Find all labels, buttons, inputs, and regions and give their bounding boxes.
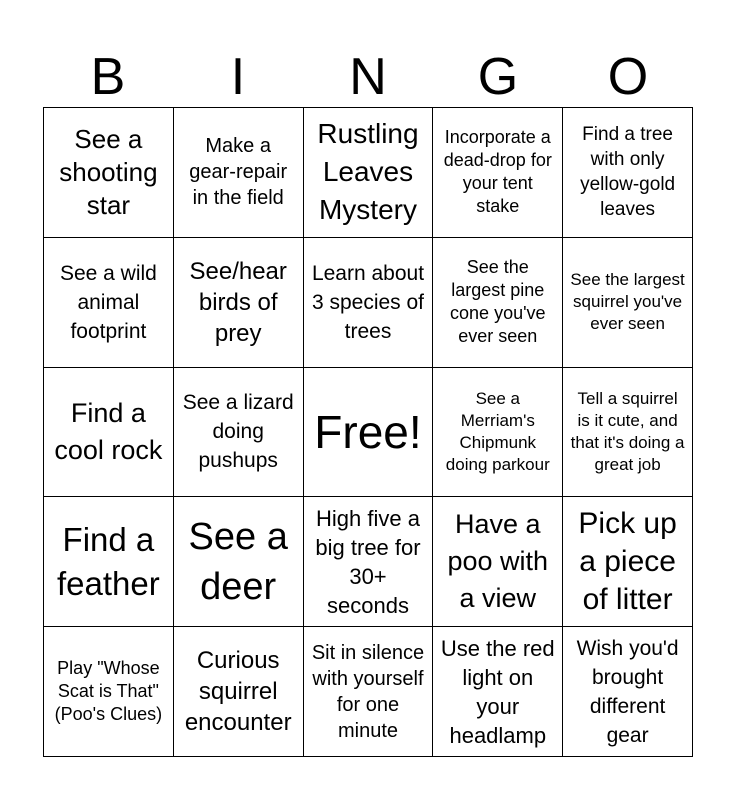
header-letter-b: B: [90, 48, 126, 106]
bingo-cell[interactable]: [563, 238, 693, 368]
bingo-cell[interactable]: [304, 627, 434, 757]
bingo-cell[interactable]: [433, 108, 563, 238]
cell-text: Play "Whose Scat is That" (Poo's Clues): [54, 658, 163, 725]
cell-text: Free!: [314, 405, 422, 458]
cell-text: See a lizard doing pushups: [182, 391, 294, 473]
cell-text: See a shooting star: [59, 123, 158, 220]
bingo-cell[interactable]: [563, 497, 693, 627]
cell-text: Find a feather: [57, 520, 160, 602]
cell-text: See the largest squirrel you've ever seen: [570, 270, 685, 334]
bingo-cell[interactable]: [174, 368, 304, 498]
cell-text: Tell a squirrel is it cute, and that it's doing a great job: [570, 388, 685, 474]
bingo-cell[interactable]: [304, 108, 434, 238]
cell-text: Find a cool rock: [54, 397, 163, 465]
bingo-cell[interactable]: [433, 238, 563, 368]
cell-text: See a Merriam's Chipmunk doing parkour: [445, 388, 550, 474]
bingo-cell[interactable]: [563, 627, 693, 757]
bingo-cell[interactable]: [304, 497, 434, 627]
cell-text: Pick up a piece of litter: [578, 506, 677, 616]
cell-text: High five a big tree for 30+ seconds: [315, 505, 421, 618]
bingo-cell[interactable]: [44, 627, 174, 757]
header-letter-n: N: [349, 48, 387, 106]
cell-text: Incorporate a dead-drop for your tent stake: [443, 127, 552, 217]
cell-text: See a deer: [188, 515, 288, 608]
cell-text: Sit in silence with yourself for one minute: [311, 641, 425, 742]
bingo-cell[interactable]: [174, 497, 304, 627]
bingo-cell[interactable]: [44, 368, 174, 498]
cell-text: See the largest pine cone you've ever seen: [450, 257, 546, 347]
bingo-cell[interactable]: [44, 497, 174, 627]
bingo-cell[interactable]: [433, 497, 563, 627]
bingo-cell[interactable]: [304, 238, 434, 368]
cell-text: Curious squirrel encounter: [184, 647, 292, 737]
header-letter-g: G: [477, 48, 519, 106]
bingo-grid: [43, 107, 693, 757]
bingo-cell[interactable]: [174, 627, 304, 757]
cell-text: Learn about 3 species of trees: [311, 261, 425, 343]
cell-text: Find a tree with only yellow-gold leaves: [580, 124, 676, 221]
bingo-header: [43, 48, 693, 106]
bingo-cell[interactable]: [44, 108, 174, 238]
bingo-cell[interactable]: [44, 238, 174, 368]
cell-text: Wish you'd brought different gear: [576, 636, 679, 747]
cell-text: Have a poo with a view: [447, 509, 549, 614]
bingo-cell[interactable]: [174, 238, 304, 368]
cell-text: See/hear birds of prey: [189, 257, 287, 347]
cell-text: Rustling Leaves Mystery: [317, 118, 419, 226]
cell-text: Make a gear-repair in the field: [189, 135, 288, 210]
header-letter-o: O: [607, 48, 649, 106]
bingo-cell[interactable]: [563, 108, 693, 238]
header-letter-i: I: [230, 48, 246, 106]
bingo-cell[interactable]: [174, 108, 304, 238]
bingo-cell-free[interactable]: [304, 368, 434, 498]
bingo-cell[interactable]: [433, 627, 563, 757]
cell-text: Use the red light on your headlamp: [440, 635, 555, 748]
bingo-cell[interactable]: [433, 368, 563, 498]
bingo-cell[interactable]: [563, 368, 693, 498]
cell-text: See a wild animal footprint: [59, 261, 157, 343]
